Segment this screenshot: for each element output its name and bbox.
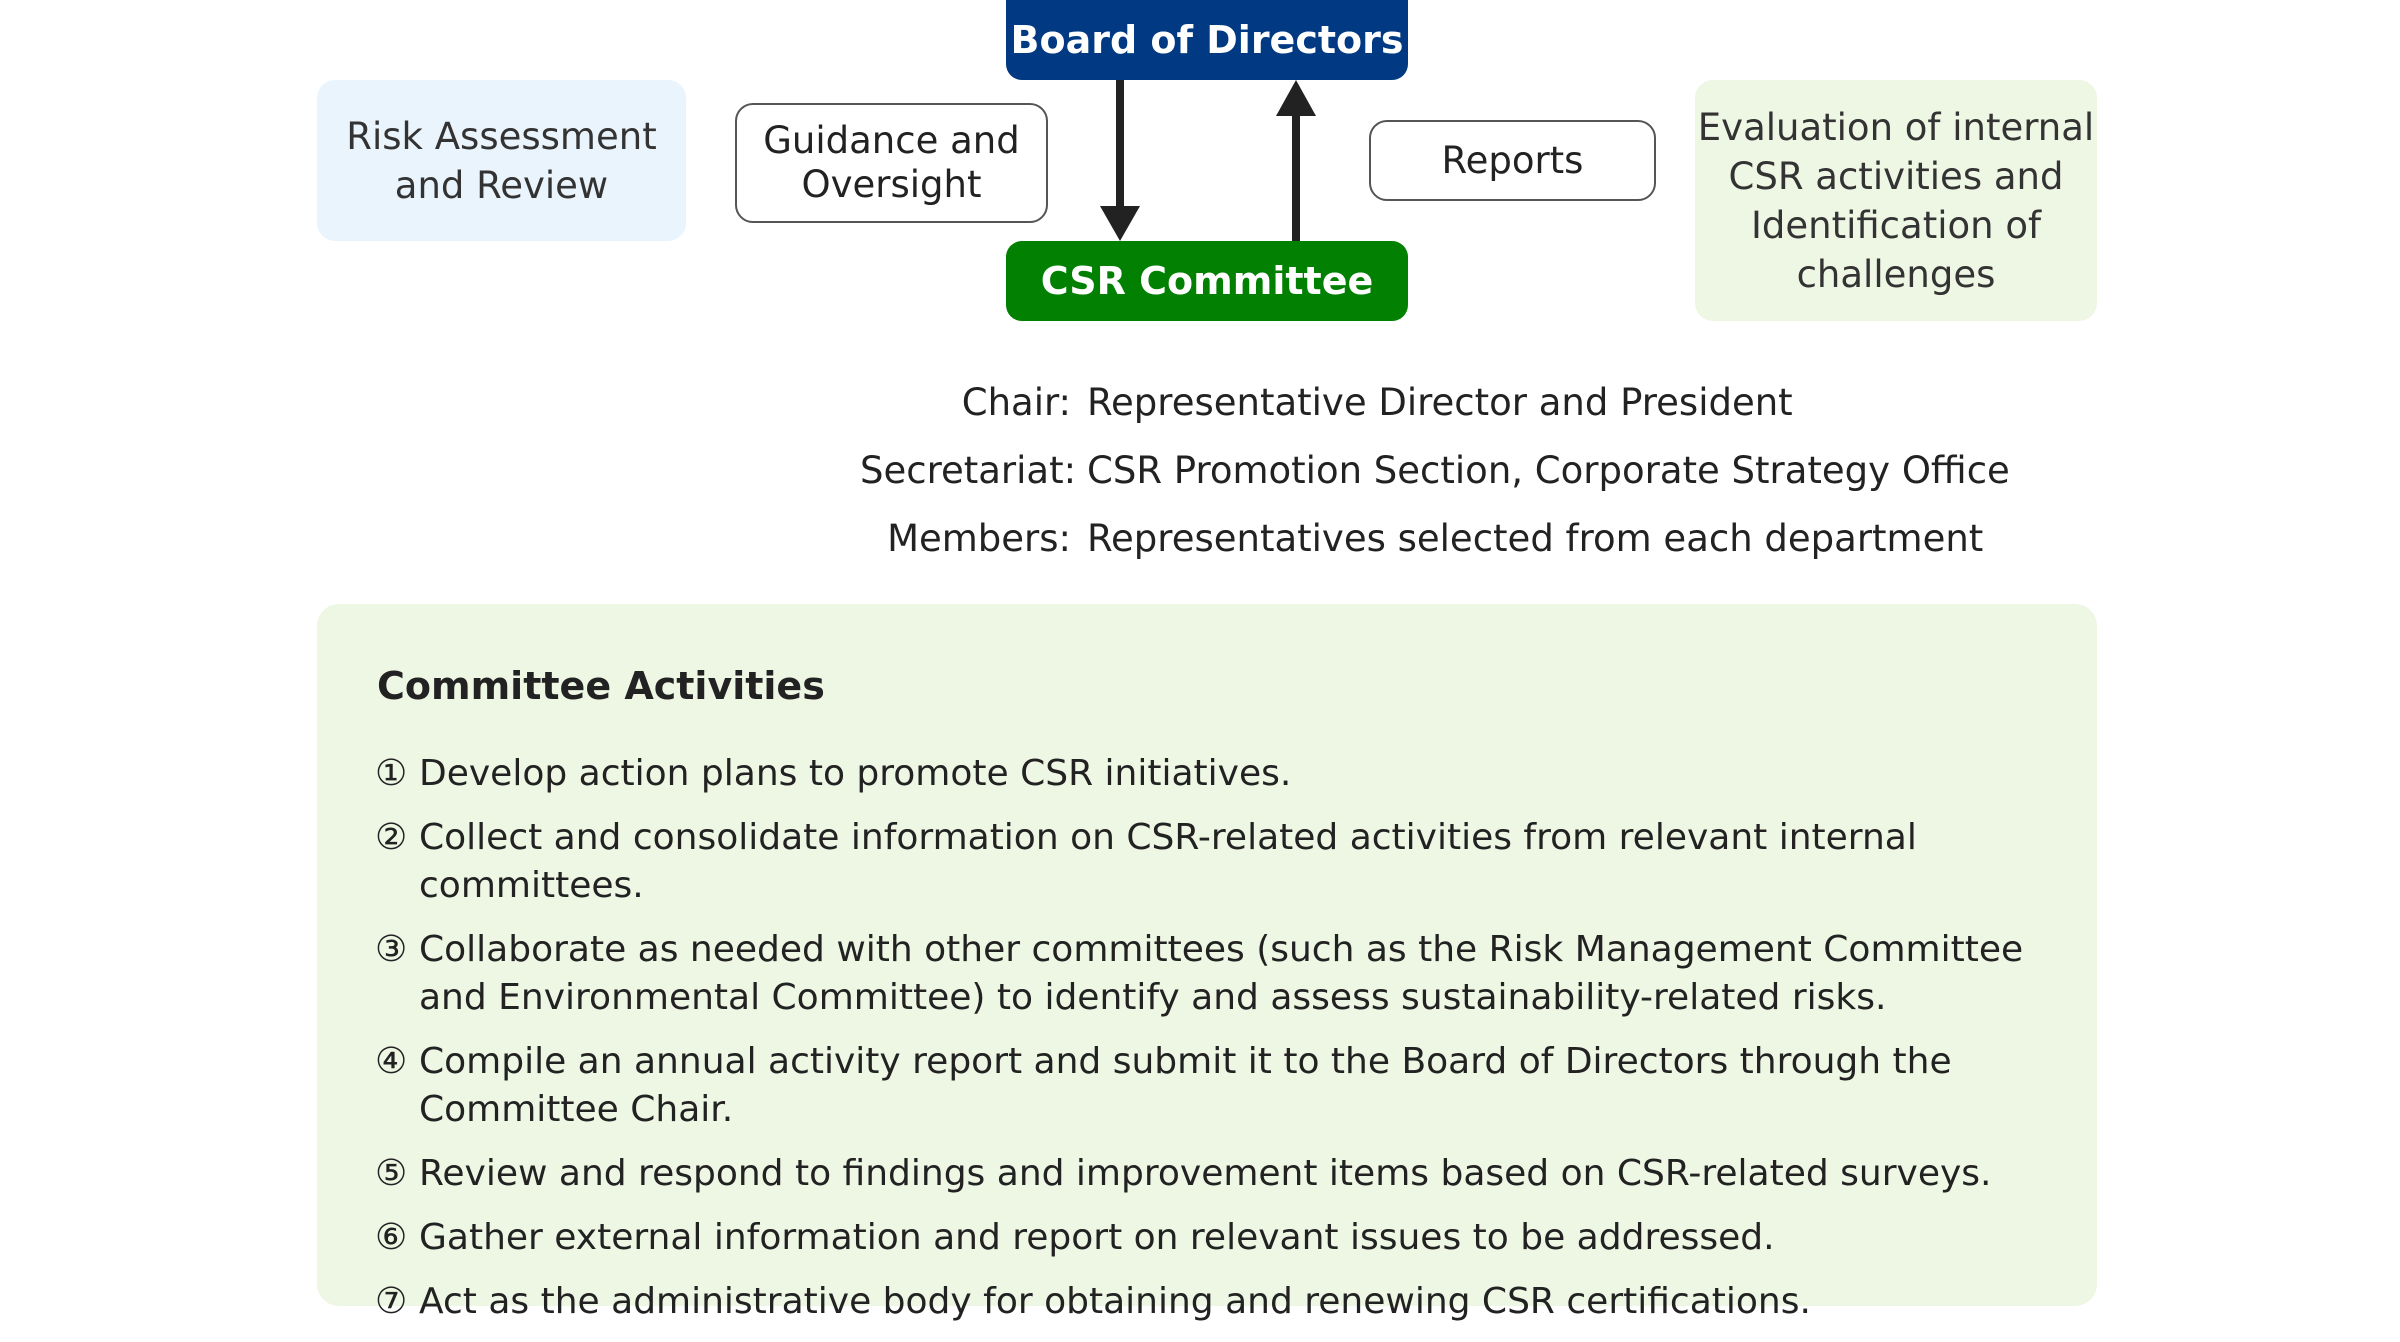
activities-title: Committee Activities xyxy=(377,664,825,708)
activity-number: ⑥ xyxy=(375,1217,408,1258)
activity-number: ④ xyxy=(375,1041,408,1082)
activity-text: Review and respond to findings and improvement items based on CSR-related surveys. xyxy=(419,1153,1992,1194)
activity-number: ② xyxy=(375,817,408,858)
info-value: Representative Director and President xyxy=(1087,380,1793,424)
activity-item xyxy=(375,1214,2075,1262)
activity-item xyxy=(375,1038,2075,1134)
activity-text: Act as the administrative body for obtaining and renewing CSR certifications. xyxy=(419,1281,1811,1322)
info-key: Secretariat: xyxy=(860,448,1077,492)
info-key: Members: xyxy=(887,516,1071,560)
activity-text: Compile an annual activity report and submit it to the Board of Directors through the Committee Chair. xyxy=(419,1041,1952,1130)
committee-info xyxy=(860,368,2010,572)
risk-assessment-label: Risk Assessment and Review xyxy=(346,114,657,207)
activity-number: ⑤ xyxy=(375,1153,408,1194)
guidance-oversight-label: Guidance and Oversight xyxy=(763,119,1020,206)
board-of-directors-label: Board of Directors xyxy=(1010,18,1404,62)
reports-label: Reports xyxy=(1441,139,1584,182)
activity-text: Gather external information and report on relevant issues to be addressed. xyxy=(419,1217,1775,1258)
committee-activities-panel xyxy=(317,604,2097,1322)
activity-number: ⑦ xyxy=(375,1281,408,1322)
activity-text: Collaborate as needed with other committees (such as the Risk Management Committee and Environmental Committee) to identify and assess sustainability-related risks. xyxy=(419,929,2024,1018)
info-row-members xyxy=(860,504,2010,572)
activity-item xyxy=(375,1150,2075,1198)
info-row-secretariat xyxy=(860,436,2010,504)
activity-item xyxy=(375,926,2075,1022)
info-row-chair xyxy=(860,368,2010,436)
activity-item xyxy=(375,750,2075,798)
info-value: Representatives selected from each department xyxy=(1087,516,1984,560)
activity-text: Develop action plans to promote CSR initiatives. xyxy=(419,753,1292,794)
evaluation-label: Evaluation of internal CSR activities and Identification of challenges xyxy=(1697,105,2095,296)
reports-box xyxy=(1369,120,1656,201)
csr-committee-label: CSR Committee xyxy=(1040,259,1374,303)
activity-item xyxy=(375,814,2075,910)
evaluation-box xyxy=(1695,80,2097,321)
activity-text: Collect and consolidate information on CSR-related activities from relevant internal committees. xyxy=(419,817,1917,906)
activities-list xyxy=(375,750,2075,1342)
activity-number: ③ xyxy=(375,929,408,970)
arrow-up-reports xyxy=(1276,80,1316,241)
activity-item xyxy=(375,1278,2075,1326)
info-key: Chair: xyxy=(961,380,1071,424)
activity-number: ① xyxy=(375,753,408,794)
arrow-down-guidance xyxy=(1100,80,1140,241)
csr-committee-box xyxy=(1006,241,1408,321)
info-value: CSR Promotion Section, Corporate Strategy Office xyxy=(1087,448,2010,492)
